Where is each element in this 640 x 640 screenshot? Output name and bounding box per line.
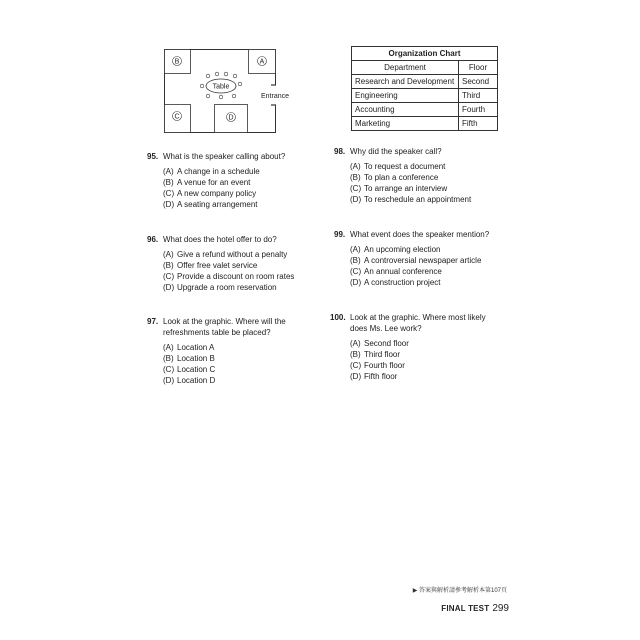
option-text: An upcoming election bbox=[364, 245, 441, 254]
question-number: 100. bbox=[330, 313, 346, 322]
org-floor: Fifth bbox=[459, 117, 498, 131]
option-text: An annual conference bbox=[364, 267, 442, 276]
answer-option[interactable] bbox=[350, 371, 500, 382]
question-number: 95. bbox=[147, 152, 159, 161]
option-letter: (A) bbox=[350, 245, 361, 254]
answer-option[interactable] bbox=[350, 266, 509, 277]
option-letter: (C) bbox=[350, 184, 362, 193]
org-chart-title: Organization Chart bbox=[352, 47, 498, 61]
question-number: 96. bbox=[147, 235, 159, 244]
floor-plan-graphic bbox=[164, 49, 276, 133]
entrance-label: Entrance bbox=[261, 93, 290, 100]
chair-1 bbox=[206, 74, 210, 78]
table-row bbox=[352, 75, 498, 89]
option-letter: (B) bbox=[163, 261, 174, 270]
option-text: Provide a discount on room rates bbox=[177, 272, 295, 281]
chair-3 bbox=[224, 72, 228, 76]
answer-option[interactable] bbox=[163, 375, 307, 386]
option-text: Location B bbox=[177, 354, 215, 363]
option-text: A venue for an event bbox=[177, 178, 251, 187]
option-letter: (D) bbox=[350, 278, 362, 287]
question-99 bbox=[334, 229, 509, 288]
option-text: To arrange an interview bbox=[364, 184, 448, 193]
option-text: To plan a conference bbox=[364, 173, 439, 182]
answer-option[interactable] bbox=[350, 360, 500, 371]
option-letter: (D) bbox=[350, 372, 362, 381]
option-letter: (B) bbox=[163, 178, 174, 187]
answer-option[interactable] bbox=[350, 338, 500, 349]
option-letter: (B) bbox=[350, 350, 361, 359]
organization-chart bbox=[351, 46, 498, 131]
answer-option[interactable] bbox=[163, 342, 307, 353]
answer-option[interactable] bbox=[350, 255, 509, 266]
answer-option[interactable] bbox=[163, 249, 312, 260]
question-97 bbox=[147, 316, 307, 386]
question-text: Look at the graphic. Where most likely does Ms. Lee work? bbox=[350, 313, 486, 333]
question-96 bbox=[147, 234, 312, 293]
option-letter: (A) bbox=[350, 162, 361, 171]
chair-4 bbox=[233, 74, 237, 78]
question-text: Look at the graphic. Where will the refreshments table be placed? bbox=[163, 317, 286, 337]
question-text: What is the speaker calling about? bbox=[163, 152, 286, 161]
chair-9 bbox=[232, 94, 236, 98]
question-98 bbox=[334, 146, 504, 205]
option-text: Upgrade a room reservation bbox=[177, 283, 277, 292]
question-text: What event does the speaker mention? bbox=[350, 230, 490, 239]
question-number: 98. bbox=[334, 147, 346, 156]
option-letter: (D) bbox=[350, 195, 362, 204]
option-text: Give a refund without a penalty bbox=[177, 250, 288, 259]
chair-6 bbox=[200, 84, 204, 88]
org-floor: Second bbox=[459, 75, 498, 89]
answer-option[interactable] bbox=[163, 271, 312, 282]
option-letter: (A) bbox=[163, 343, 174, 352]
option-text: Location C bbox=[177, 365, 216, 374]
answer-option[interactable] bbox=[350, 172, 504, 183]
org-header-department: Department bbox=[352, 61, 459, 75]
option-text: To request a document bbox=[364, 162, 446, 171]
question-text: What does the hotel offer to do? bbox=[163, 235, 277, 244]
option-letter: (D) bbox=[163, 200, 175, 209]
org-department: Marketing bbox=[352, 117, 459, 131]
page-footer bbox=[441, 603, 509, 614]
page-number: 299 bbox=[492, 603, 509, 614]
chair-2 bbox=[215, 72, 219, 76]
question-number: 97. bbox=[147, 317, 159, 326]
location-a-label: A bbox=[259, 58, 265, 66]
option-text: A controversial newspaper article bbox=[364, 256, 482, 265]
option-letter: (C) bbox=[163, 272, 175, 281]
location-c-label: C bbox=[174, 113, 180, 121]
option-text: A change in a schedule bbox=[177, 167, 260, 176]
chair-7 bbox=[206, 94, 210, 98]
answer-option[interactable] bbox=[350, 194, 504, 205]
answer-option[interactable] bbox=[163, 260, 312, 271]
location-d-label: D bbox=[228, 114, 234, 122]
answer-option[interactable] bbox=[163, 188, 307, 199]
org-floor: Fourth bbox=[459, 103, 498, 117]
option-text: A construction project bbox=[364, 278, 441, 287]
option-text: To reschedule an appointment bbox=[364, 195, 472, 204]
question-95 bbox=[147, 151, 307, 210]
option-letter: (C) bbox=[163, 189, 175, 198]
option-letter: (B) bbox=[350, 256, 361, 265]
answer-option[interactable] bbox=[350, 161, 504, 172]
answer-option[interactable] bbox=[163, 353, 307, 364]
option-letter: (C) bbox=[350, 267, 362, 276]
option-text: Third floor bbox=[364, 350, 401, 359]
option-letter: (B) bbox=[350, 173, 361, 182]
answer-option[interactable] bbox=[350, 277, 509, 288]
option-text: Fourth floor bbox=[364, 361, 405, 370]
answer-option[interactable] bbox=[350, 183, 504, 194]
question-100 bbox=[330, 312, 500, 382]
option-letter: (D) bbox=[163, 376, 175, 385]
floor-plan-svg bbox=[164, 49, 276, 133]
answer-option[interactable] bbox=[350, 244, 509, 255]
org-floor: Third bbox=[459, 89, 498, 103]
answer-option[interactable] bbox=[163, 166, 307, 177]
option-text: Second floor bbox=[364, 339, 409, 348]
option-text: A new company policy bbox=[177, 189, 257, 198]
org-department: Engineering bbox=[352, 89, 459, 103]
answer-reference-note: ▶ 答案與解析請參考解析本第107頁 bbox=[412, 588, 507, 594]
table-row bbox=[352, 117, 498, 131]
option-text: Location D bbox=[177, 376, 216, 385]
option-text: Fifth floor bbox=[364, 372, 398, 381]
org-department: Accounting bbox=[352, 103, 459, 117]
option-letter: (A) bbox=[163, 167, 174, 176]
option-letter: (D) bbox=[163, 283, 175, 292]
org-header-floor: Floor bbox=[459, 61, 498, 75]
answer-option[interactable] bbox=[163, 177, 307, 188]
question-text: Why did the speaker call? bbox=[350, 147, 442, 156]
chair-5 bbox=[238, 82, 242, 86]
question-number: 99. bbox=[334, 230, 346, 239]
option-text: Location A bbox=[177, 343, 215, 352]
answer-option[interactable] bbox=[163, 199, 307, 210]
option-text: Offer free valet service bbox=[177, 261, 258, 270]
location-b-label: B bbox=[174, 58, 180, 66]
answer-option[interactable] bbox=[163, 364, 307, 375]
option-letter: (B) bbox=[163, 354, 174, 363]
chair-8 bbox=[219, 95, 223, 99]
option-letter: (C) bbox=[350, 361, 362, 370]
option-letter: (C) bbox=[163, 365, 175, 374]
table-label: Table bbox=[212, 83, 230, 91]
org-department: Research and Development bbox=[352, 75, 459, 89]
section-label: FINAL TEST bbox=[441, 604, 490, 613]
table-row bbox=[352, 89, 498, 103]
table-row bbox=[352, 103, 498, 117]
option-letter: (A) bbox=[350, 339, 361, 348]
option-text: A seating arrangement bbox=[177, 200, 258, 209]
answer-option[interactable] bbox=[163, 282, 312, 293]
option-letter: (A) bbox=[163, 250, 174, 259]
answer-option[interactable] bbox=[350, 349, 500, 360]
